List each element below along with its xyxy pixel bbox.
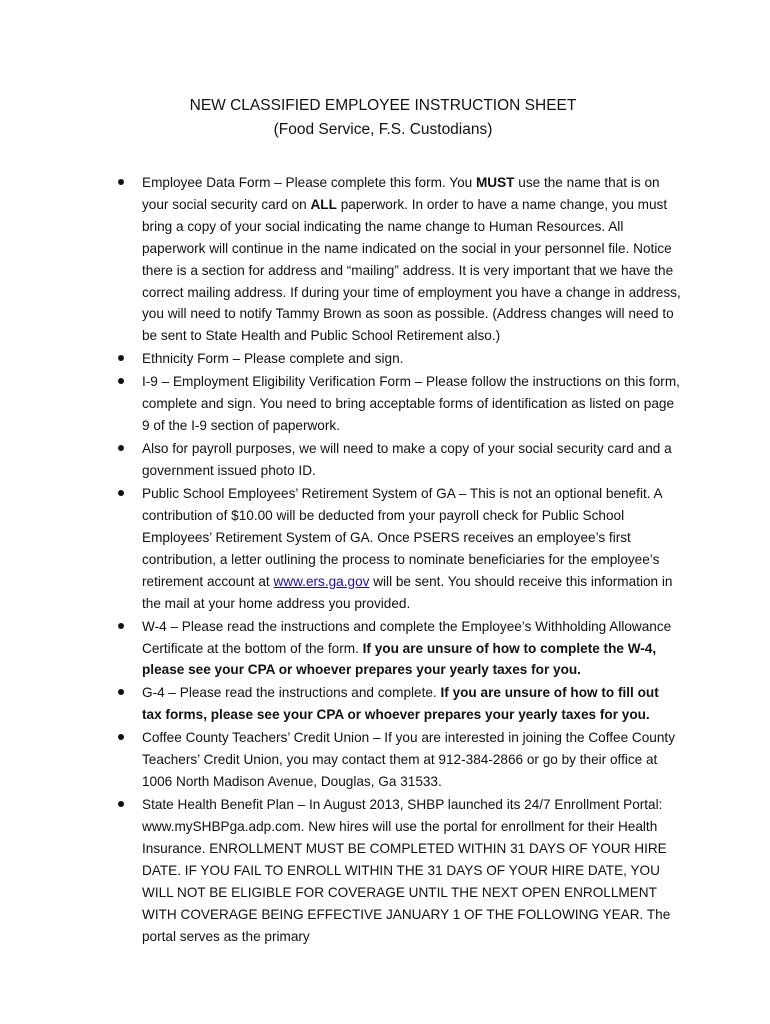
bullet-icon [118,616,128,638]
list-item-ethnicity-form [114,348,682,370]
bullet-icon [118,371,128,393]
list-item-state-health-benefit [114,794,682,947]
g4-bold-note: If you are unsure of how to fill out tax forms, please see your CPA or whoever prepares your yearly taxes for you. [142,685,659,723]
emphasis-all: ALL [310,196,337,212]
list-item-text: I-9 – Employment Eligibility Verification Form – Please follow the instructions on this form, complete and sign. You need to bring acceptable forms of identification as listed on page 9 of the I-9 section of paperwork. [142,374,680,434]
bullet-icon [118,483,128,505]
bullet-icon [118,172,128,194]
page-title [0,94,770,142]
list-item-text: State Health Benefit Plan – In August 2013, SHBP launched its 24/7 Enrollment Portal: www.mySHBPga.adp.com. New hires will use the portal for enrollment for their Health Insurance. ENROLLMENT MUST BE COMPLETED WITHIN 31 DAYS OF YOUR HIRE DATE. IF YOU FAIL TO ENROLL WITHIN THE 31 DAYS OF YOUR HIRE DATE, YOU WILL NOT BE ELIGIBLE FOR COVERAGE UNTIL THE NEXT OPEN ENROLLMENT WITH COVERAGE BEING EFFECTIVE JANUARY 1 OF THE FOLLOWING YEAR. The portal serves as the primary [142,797,671,944]
list-item-i9-form [114,371,682,437]
bullet-icon [118,438,128,460]
list-item-text: Also for payroll purposes, we will need to make a copy of your social security card and a government issued photo ID. [142,441,672,479]
list-item-payroll-id [114,438,682,482]
emphasis-must: MUST [475,175,515,190]
bullet-icon [118,682,128,704]
w4-bold-note: If you are unsure of how to complete the W-4, please see your CPA or whoever prepares your yearly taxes for you. [142,640,657,678]
list-item-text: G-4 – Please read the instructions and complete. If you are unsure of how to fill out tax forms, please see your CPA or whoever prepares your yearly taxes for you. [142,685,659,723]
ers-website-link[interactable]: www.ers.ga.gov [273,573,370,589]
bullet-icon [118,794,128,816]
list-item-text: Employee Data Form – Please complete this form. You MUST use the name that is on your social security card on ALL paperwork. In order to have a name change, you must bring a copy of your social indicating the name change to Human Resources. All paperwork will continue in the name indicated on the social in your personnel file. Notice there is a section for address and “mailing” address. It is very important that we have the correct mailing address. If during your time of employment you have a change in address, you will need to notify Tammy Brown as soon as possible. (Address changes will need to be sent to State Health and Public School Retirement also.) [142,175,681,344]
list-item-text: Ethnicity Form – Please complete and sign. [142,351,404,367]
list-item-employee-data-form [114,172,682,347]
list-item-text: W-4 – Please read the instructions and complete the Employee’s Withholding Allowance Certificate at the bottom of the form. If you are unsure of how to complete the W-4, please see your CPA or whoever prepares your yearly taxes for you. [142,618,672,678]
list-item-credit-union [114,727,682,793]
title-line-2: (Food Service, F.S. Custodians) [273,121,493,138]
bullet-icon [118,727,128,749]
list-item-g4 [114,682,682,726]
list-item-psers [114,483,682,614]
list-item-w4 [114,616,682,682]
instruction-list [114,172,682,949]
list-item-text: Coffee County Teachers’ Credit Union – If you are interested in joining the Coffee County Teachers’ Credit Union, you may contact them at 912-384-2866 or go by their office at 1006 North Madison Avenue, Douglas, Ga 31533. [142,730,675,790]
bullet-icon [118,348,128,370]
list-item-text: Public School Employees’ Retirement System of GA – This is not an optional benefit. A contribution of $10.00 will be deducted from your payroll check for Public School Employees’ Retirement System of GA. Once PSERS receives an employee’s first contribution, a letter outlining the process to nominate beneficiaries for the employee’s retirement account at www.ers.ga.gov will be sent. You should receive this information in the mail at your home address you provided. [142,486,673,611]
title-line-1: NEW CLASSIFIED EMPLOYEE INSTRUCTION SHEET [189,97,577,114]
